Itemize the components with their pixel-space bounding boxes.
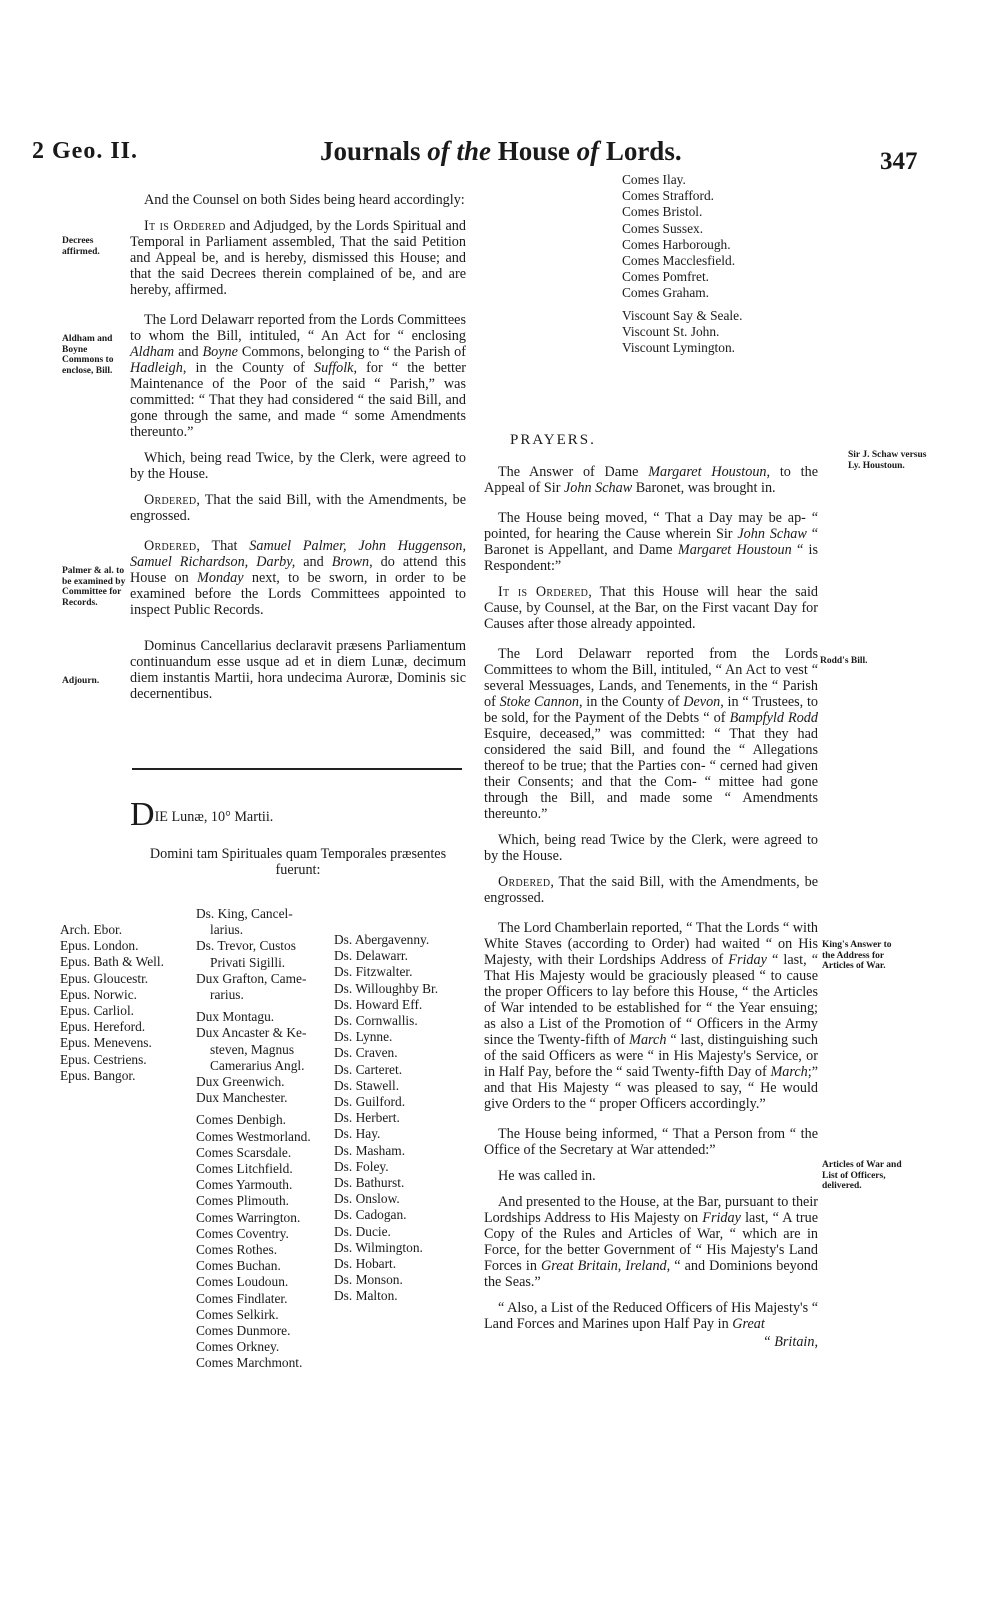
- running-head-title: Journals of the House of Lords.: [320, 136, 682, 166]
- attendee: Ds. Craven.: [334, 1045, 398, 1061]
- attendee: Ds. Onslow.: [334, 1191, 400, 1207]
- present-heading: Domini tam Spirituales quam Temporales præsentes fuerunt:: [149, 846, 447, 878]
- rodd-ordered-paragraph: Ordered, That the said Bill, with the Amendments, be engrossed.: [484, 874, 818, 906]
- margin-note-rodd: Rodd's Bill.: [820, 656, 868, 666]
- attendee: Epus. Gloucestr.: [60, 970, 149, 986]
- attendee: Viscount Say & Seale.: [622, 307, 743, 323]
- page-number: 347: [880, 148, 918, 175]
- margin-note-articles: Articles of War and List of Officers, delivered.: [822, 1160, 902, 1191]
- attendee: Comes Marchmont.: [196, 1355, 303, 1371]
- attendee: Ds. Bathurst.: [334, 1175, 405, 1191]
- attendance-list-barons: [334, 932, 438, 1305]
- attendee: Ds. Stawell.: [334, 1077, 400, 1093]
- also-paragraph: “ Also, a List of the Reduced Officers of His Majesty's “ Land Forces and Marines upon Half Pay in Great: [484, 1300, 818, 1332]
- attendee: Ds. Guilford.: [334, 1094, 406, 1110]
- adjourn-paragraph: Dominus Cancellarius declaravit præsens Parliamentum continuandum esse usque ad et in diem Lunæ, decimum diem instantis Martii, hora undecima Auroræ, Dominis sic decernentibus.: [130, 638, 466, 702]
- attendee: Dux Grafton, Came-: [196, 970, 307, 986]
- attendance-list-bishops: [60, 922, 164, 1084]
- margin-note-adjourn: Adjourn.: [62, 676, 100, 686]
- prayers-heading: PRAYERS.: [510, 432, 596, 448]
- attendee: Comes Rothes.: [196, 1242, 278, 1258]
- margin-note-palmer: Palmer & al. to be examined by Committee for Records.: [62, 566, 126, 608]
- attendee: Epus. Carliol.: [60, 1003, 135, 1019]
- margin-note-king: King's Answer to the Address for Articles of War.: [822, 940, 892, 971]
- left-column: [130, 192, 466, 712]
- attendee: Ds. Delawarr.: [334, 948, 408, 964]
- attendee: steven, Magnus: [210, 1041, 295, 1057]
- attendee: Comes Denbigh.: [196, 1112, 287, 1128]
- informed-paragraph: The House being informed, “ That a Person from “ the Office of the Secretary at War attended:”: [484, 1126, 818, 1158]
- attendee: Ds. Hobart.: [334, 1256, 397, 1272]
- attendee: Ds. Abergavenny.: [334, 932, 430, 947]
- attendee: Comes Dunmore.: [196, 1323, 291, 1339]
- attendee: Comes Selkirk.: [196, 1306, 279, 1322]
- attendee: Comes Westmorland.: [196, 1128, 311, 1144]
- attendee: Comes Yarmouth.: [196, 1177, 293, 1193]
- attendee: Epus. Bangor.: [60, 1067, 136, 1083]
- attendee: Epus. Cestriens.: [60, 1051, 147, 1067]
- attendee: Comes Ilay.: [622, 172, 686, 187]
- attendee: Epus. Norwic.: [60, 986, 137, 1002]
- called-paragraph: He was called in.: [498, 1168, 596, 1184]
- attendee: Epus. Bath & Well.: [60, 954, 164, 970]
- attendee: Dux Greenwich.: [196, 1074, 285, 1090]
- attendee: Comes Loudoun.: [196, 1274, 289, 1290]
- moved-paragraph: The House being moved, “ That a Day may be ap- “ pointed, for hearing the Cause wherein Sir John Schaw “ Baronet is Appellant, and Dame Margaret Houstoun “ is Respondent:”: [484, 510, 818, 574]
- catchword: “ Britain,: [762, 1334, 818, 1350]
- section-divider-rule: [132, 768, 462, 770]
- attendee: Ds. Herbert.: [334, 1110, 400, 1126]
- attendee: Comes Plimouth.: [196, 1193, 290, 1209]
- attendance-list-officers-dukes-earls: [196, 906, 311, 1372]
- hear-ordered-paragraph: It is Ordered, That this House will hear the said Cause, by Counsel, at the Bar, on the First vacant Day for Causes after those already appointed.: [484, 584, 818, 632]
- aldham-report-paragraph: The Lord Delawarr reported from the Lords Committees to whom the Bill, intituled, “ An Act for “ enclosing Aldham and Boyne Commons, belonging to “ the Parish of Hadleigh, in the County of Suffolk, for “ the better Maintenance of the Poor of the said “ Parish,” was committed: “ That they had considered “ the said Bill, and gone through the same, and made “ some Amendments thereunto.”: [130, 312, 467, 440]
- chamberlain-paragraph: The Lord Chamberlain reported, “ That the Lords “ with White Staves (according to Order) had waited “ on His Majesty, with their Lordships Address of Friday “ last, “ That His Majesty would be graciously pleased “ to cause the proper Officers to lay before this House, “ the Articles of War intended to be established for “ the Year ensuing; as also a List of the Promotion of “ Officers in the Army since the Twenty-fifth of March “ last, distinguishing such of the said Officers as were “ in His Majesty's Service, or in Half Pay, before the “ said Twenty-fifth Day of March;” and that His Majesty “ was pleased to say, “ He would give Orders to the “ proper Officers accordingly.”: [484, 920, 818, 1112]
- attendee: Comes Litchfield.: [196, 1161, 293, 1177]
- attendee: Comes Bristol.: [622, 204, 703, 220]
- answer-paragraph: The Answer of Dame Margaret Houstoun, to the Appeal of Sir John Schaw Baronet, was brought in.: [484, 464, 818, 496]
- attendee: Comes Coventry.: [196, 1225, 289, 1241]
- attendee: Comes Findlater.: [196, 1290, 288, 1306]
- attendee: Ds. Monson.: [334, 1272, 403, 1288]
- aldham-read-paragraph: Which, being read Twice, by the Clerk, were agreed to by the House.: [130, 450, 466, 482]
- attendee: Comes Scarsdale.: [196, 1144, 292, 1160]
- attendee: Viscount Lymington.: [622, 340, 736, 356]
- attendee: Ds. Willoughby Br.: [334, 980, 439, 996]
- attendee: Dux Ancaster & Ke-: [196, 1025, 307, 1041]
- attendee: Comes Warrington.: [196, 1209, 301, 1225]
- attendee: Comes Orkney.: [196, 1339, 280, 1355]
- aldham-ordered-paragraph: Ordered, That the said Bill, with the Amendments, be engrossed.: [130, 492, 466, 524]
- attendance-list-continued: [622, 172, 742, 356]
- attendee: Ds. Ducie.: [334, 1223, 391, 1239]
- right-column: [484, 464, 818, 1360]
- attendee: Ds. Malton.: [334, 1288, 398, 1304]
- attendee: Ds. Howard Eff.: [334, 996, 423, 1012]
- attendee: Ds. Hay.: [334, 1126, 381, 1142]
- attendee: Ds. Fitzwalter.: [334, 964, 413, 980]
- attendee: Ds. Foley.: [334, 1158, 389, 1174]
- attendee: Ds. Masham.: [334, 1142, 406, 1158]
- attendee: Ds. Trevor, Custos: [196, 938, 296, 954]
- attendee: larius.: [210, 922, 244, 938]
- attendee: Comes Strafford.: [622, 188, 714, 204]
- day-heading: DIE Lunæ, 10° Martii.: [130, 796, 274, 833]
- decrees-order-paragraph: It is Ordered and Adjudged, by the Lords Spiritual and Temporal in Parliament assembled, That the said Petition and Appeal be, and is hereby, dismissed this House; and that the said Decrees therein complained of be, and are hereby, affirmed.: [130, 218, 466, 298]
- attendee: Comes Buchan.: [196, 1258, 281, 1274]
- rodd-report-paragraph: The Lord Delawarr reported from the Lords Committees to whom the Bill, intituled, “ An Act to vest “ several Messuages, Lands, and Tenements, in the “ Parish of Stoke Cannon, in the County of Devon, in “ Trustees, to be sold, for the Payment of the Debts “ of Bampfyld Rodd Esquire, deceased,” was committed: “ That they had considered the said Bill, and found the “ Allegations thereof to be true; that the Parties con- “ cerned had given their Consents; and that the Com- “ mittee had gone through the Bill, and made some “ Amendments thereunto.”: [484, 646, 819, 822]
- palmer-ordered-paragraph: Ordered, That Samuel Palmer, John Huggenson, Samuel Richardson, Darby, and Brown, do attend this House on Monday next, to be sworn, in order to be examined before the Lords Committees appointed to inspect Public Records.: [130, 538, 467, 618]
- attendee: Privati Sigilli.: [210, 954, 286, 970]
- attendee: Ds. King, Cancel-: [196, 906, 293, 921]
- attendee: Comes Graham.: [622, 285, 710, 301]
- attendee: rarius.: [210, 987, 244, 1003]
- attendee: Epus. Hereford.: [60, 1019, 146, 1035]
- attendee: Viscount St. John.: [622, 323, 720, 339]
- margin-note-schaw: Sir J. Schaw versus Ly. Houstoun.: [848, 450, 927, 471]
- margin-note-decrees: Decrees affirmed.: [62, 236, 100, 257]
- attendee: Comes Sussex.: [622, 220, 704, 236]
- attendee: Dux Montagu.: [196, 1009, 275, 1025]
- day-heading-block: [130, 796, 466, 888]
- running-head-regnal-year: 2 Geo. II.: [32, 138, 138, 164]
- presented-paragraph: And presented to the House, at the Bar, pursuant to their Lordships Address to His Majesty on Friday last, “ A true Copy of the Rules and Articles of War, “ which are in Force, for the better Government of “ His Majesty's Land Forces in Great Britain, Ireland, “ and Dominions beyond the Seas.”: [484, 1194, 818, 1290]
- attendee: Ds. Carteret.: [334, 1061, 403, 1077]
- attendee: Ds. Wilmington.: [334, 1239, 423, 1255]
- attendee: Comes Harborough.: [622, 236, 731, 252]
- attendee: Arch. Ebor.: [60, 922, 123, 937]
- attendee: Comes Macclesfield.: [622, 253, 736, 269]
- attendee: Ds. Cadogan.: [334, 1207, 407, 1223]
- attendee: Ds. Lynne.: [334, 1029, 393, 1045]
- margin-note-aldham: Aldham and Boyne Commons to enclose, Bill.: [62, 334, 114, 376]
- attendee: Camerarius Angl.: [210, 1057, 305, 1073]
- attendee: Comes Pomfret.: [622, 269, 710, 285]
- attendee: Dux Manchester.: [196, 1090, 288, 1106]
- rodd-read-paragraph: Which, being read Twice by the Clerk, were agreed to by the House.: [484, 832, 818, 864]
- attendee: Ds. Cornwallis.: [334, 1013, 418, 1029]
- attendee: Epus. London.: [60, 938, 139, 954]
- attendee: Epus. Menevens.: [60, 1035, 152, 1051]
- counsel-heard-paragraph: And the Counsel on both Sides being heard accordingly:: [144, 192, 465, 208]
